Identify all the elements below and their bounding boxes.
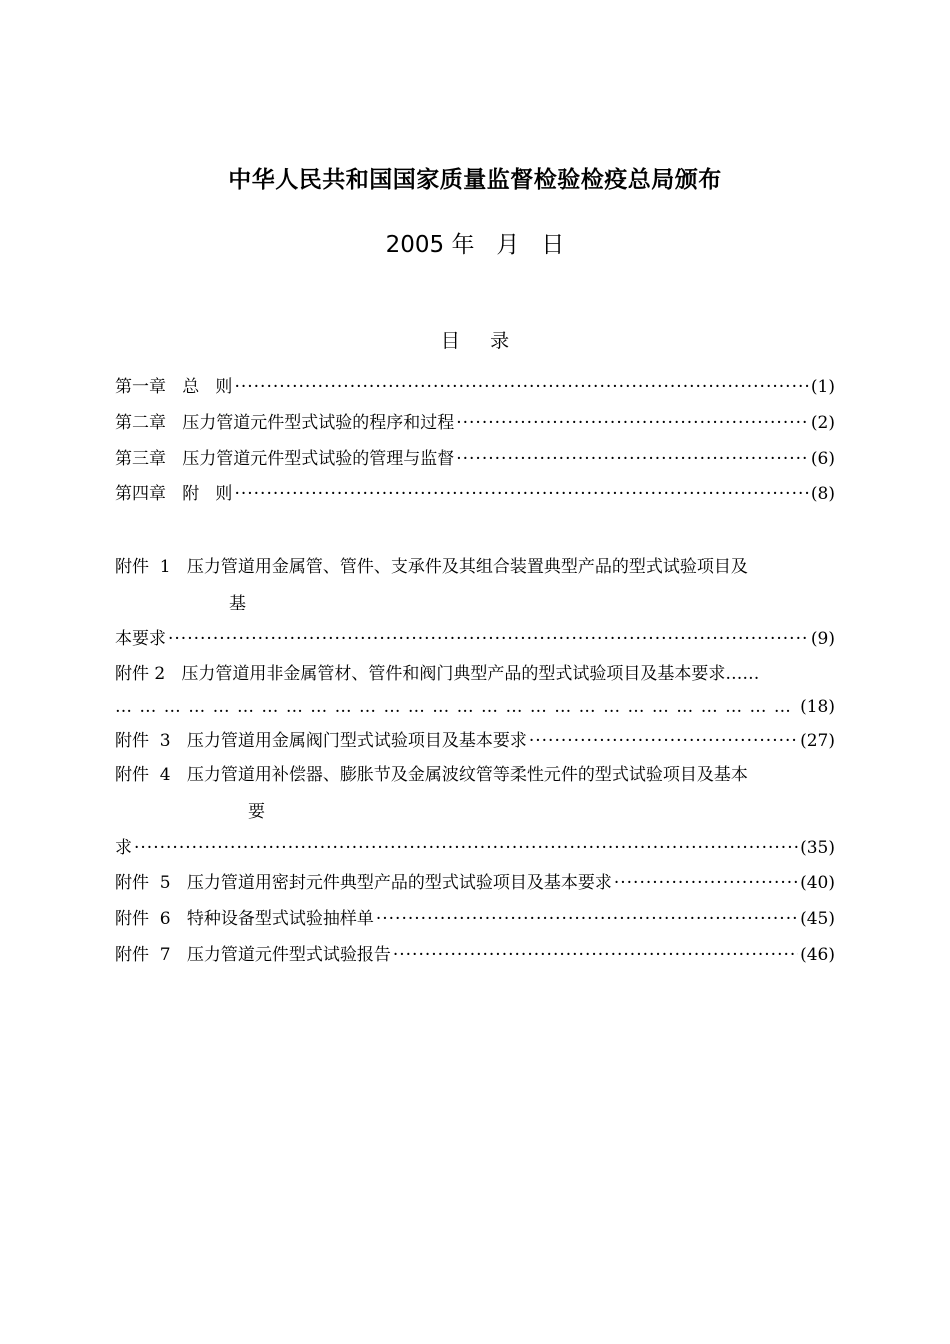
dot-leader [456,448,809,470]
toc-entry-page: (2) [810,413,835,433]
toc-entry-page: (18) [800,697,835,717]
toc-entry-chapter-2[interactable] [115,412,835,434]
dot-leader [168,628,809,650]
dot-leader [115,696,800,718]
toc-entry-label: 附件 7 压力管道元件型式试验报告 [115,945,391,965]
toc-entry-appendix-4-line3[interactable] [115,837,835,859]
toc-entry-page: (35) [800,838,835,858]
dot-leader [529,730,798,752]
toc-entry-label: 附件 3 压力管道用金属阀门型式试验项目及基本要求 [115,731,527,751]
toc-entry-appendix-1-line1[interactable]: 附件 1 压力管道用金属管、管件、支承件及其组合装置典型产品的型式试验项目及 [115,557,748,577]
toc-entry-appendix-1-line2: 基 [229,594,246,614]
toc-entry-appendix-5[interactable] [115,872,835,894]
toc-entry-label: 第二章 压力管道元件型式试验的程序和过程 [115,413,455,433]
toc-entry-label: 求 [115,838,132,858]
toc-entry-appendix-2-line1[interactable]: 附件 2 压力管道用非金属管材、管件和阀门典型产品的型式试验项目及基本要求…… [115,664,760,684]
toc-entry-chapter-3[interactable] [115,448,835,470]
dot-leader [134,837,798,859]
toc-entry-label: 本要求 [115,629,166,649]
toc-entry-label: 第四章 附 则 [115,484,233,504]
dot-leader [614,872,798,894]
toc-entry-page: (1) [810,377,835,397]
toc-entry-appendix-6[interactable] [115,908,835,930]
toc-entry-appendix-1-line3[interactable] [115,628,835,650]
toc-entry-page: (40) [800,873,835,893]
issue-date: 2005 年 月 日 [385,232,565,258]
dot-leader [376,908,798,930]
dot-leader [393,944,798,966]
toc-entry-page: (45) [800,909,835,929]
toc-entry-label: 附件 6 特种设备型式试验抽样单 [115,909,374,929]
dot-leader [234,483,808,505]
toc-entry-appendix-2-line2[interactable] [115,696,835,718]
toc-entry-label: 第一章 总 则 [115,377,233,397]
dot-leader [234,376,808,398]
toc-entry-page: (9) [810,629,835,649]
toc-entry-label: 第三章 压力管道元件型式试验的管理与监督 [115,449,455,469]
toc-entry-chapter-1[interactable] [115,376,835,398]
issuer-title: 中华人民共和国国家质量监督检验检疫总局颁布 [228,167,722,193]
toc-heading: 目 录 [440,330,510,352]
toc-entry-label: 附件 5 压力管道用密封元件典型产品的型式试验项目及基本要求 [115,873,612,893]
toc-entry-page: (46) [800,945,835,965]
toc-entry-page: (27) [800,731,835,751]
toc-entry-appendix-4-line1[interactable]: 附件 4 压力管道用补偿器、膨胀节及金属波纹管等柔性元件的型式试验项目及基本 [115,765,748,785]
toc-entry-appendix-4-line2: 要 [248,802,265,822]
toc-entry-page: (8) [810,484,835,504]
toc-entry-appendix-7[interactable] [115,944,835,966]
dot-leader [456,412,809,434]
toc-entry-page: (6) [810,449,835,469]
toc-entry-chapter-4[interactable] [115,483,835,505]
toc-entry-appendix-3[interactable] [115,730,835,752]
